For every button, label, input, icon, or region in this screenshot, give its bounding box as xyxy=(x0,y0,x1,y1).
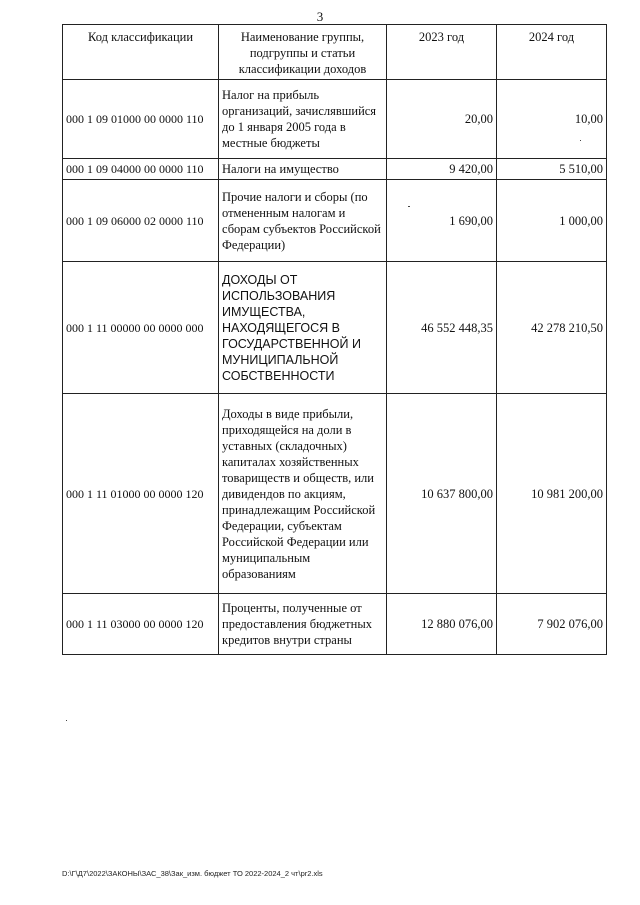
page-number: 3 xyxy=(316,9,324,24)
header-2024: 2024 год xyxy=(497,25,607,80)
file-path-footer: D:\Г\Д7\2022\ЗАКОНЫ\ЗАС_38\Зак_изм. бюджет ТО 2022-2024_2 чт\pr2.xls xyxy=(62,869,323,878)
row-name: Прочие налоги и сборы (по отмененным налогам и сборам субъектов Российской Федерации) xyxy=(219,180,387,262)
row-value-2024: 10,00 xyxy=(497,80,607,159)
row-value-2024: 1 000,00 xyxy=(497,180,607,262)
row-value-2024: 42 278 210,50 xyxy=(497,262,607,394)
row-value-2023: 46 552 448,35 xyxy=(387,262,497,394)
row-name: Доходы в виде прибыли, приходящейся на доли в уставных (складочных) капиталах хозяйственных товариществ и обществ, или дивидендов по акциям, принадлежащим Российской Федерации, субъектам Российской Федерации или муниципальным образованиям xyxy=(219,394,387,594)
revenue-table xyxy=(62,24,607,655)
scan-speck xyxy=(408,206,410,207)
header-2023: 2023 год xyxy=(387,25,497,80)
row-value-2024: 10 981 200,00 xyxy=(497,394,607,594)
row-code: 000 1 09 06000 02 0000 110 xyxy=(63,180,219,262)
scan-speck xyxy=(66,720,67,721)
row-value-2023: 12 880 076,00 xyxy=(387,594,497,655)
row-value-2024: 5 510,00 xyxy=(497,159,607,180)
row-name: Налог на прибыль организаций, зачислявшийся до 1 января 2005 года в местные бюджеты xyxy=(219,80,387,159)
table-header-row xyxy=(63,25,607,80)
row-value-2023: 10 637 800,00 xyxy=(387,394,497,594)
table-row xyxy=(63,180,607,262)
scan-speck xyxy=(580,140,581,141)
table-row xyxy=(63,262,607,394)
header-name: Наименование группы, подгруппы и статьи классификации доходов xyxy=(219,25,387,80)
table-row xyxy=(63,394,607,594)
row-name: ДОХОДЫ ОТ ИСПОЛЬЗОВАНИЯ ИМУЩЕСТВА, НАХОДЯЩЕГОСЯ В ГОСУДАРСТВЕННОЙ И МУНИЦИПАЛЬНОЙ СОБСТВЕННОСТИ xyxy=(219,262,387,394)
row-value-2023: 9 420,00 xyxy=(387,159,497,180)
table-row xyxy=(63,594,607,655)
row-code: 000 1 09 01000 00 0000 110 xyxy=(63,80,219,159)
row-code: 000 1 09 04000 00 0000 110 xyxy=(63,159,219,180)
row-value-2024: 7 902 076,00 xyxy=(497,594,607,655)
row-value-2023: 20,00 xyxy=(387,80,497,159)
row-name: Налоги на имущество xyxy=(219,159,387,180)
row-code: 000 1 11 00000 00 0000 000 xyxy=(63,262,219,394)
row-name: Проценты, полученные от предоставления бюджетных кредитов внутри страны xyxy=(219,594,387,655)
row-code: 000 1 11 03000 00 0000 120 xyxy=(63,594,219,655)
table-row xyxy=(63,80,607,159)
row-value-2023: 1 690,00 xyxy=(387,180,497,262)
row-code: 000 1 11 01000 00 0000 120 xyxy=(63,394,219,594)
table-row xyxy=(63,159,607,180)
header-code: Код классификации xyxy=(63,25,219,80)
